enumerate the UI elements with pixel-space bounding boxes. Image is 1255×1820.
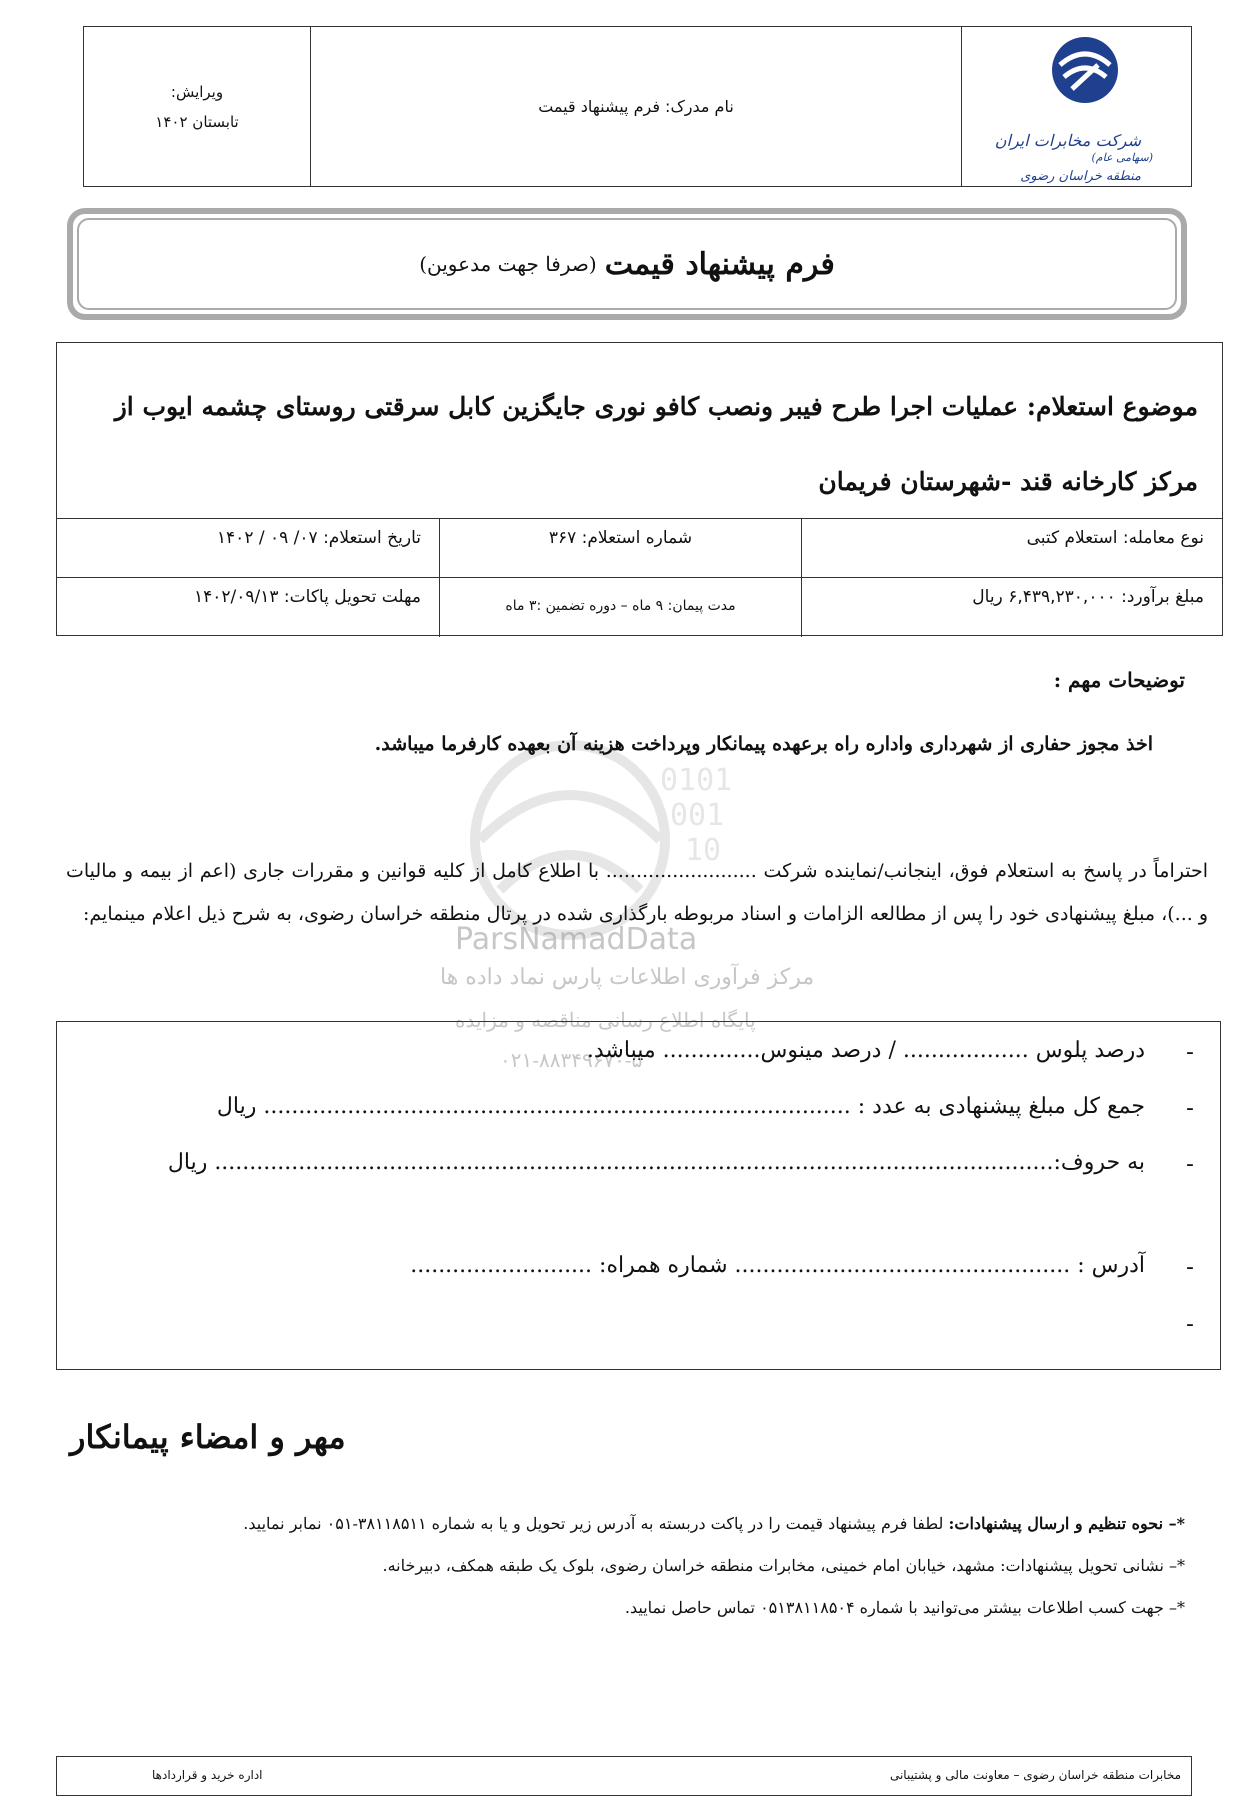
svg-text:10: 10 bbox=[685, 833, 722, 868]
footnote-1 bbox=[243, 1514, 1185, 1533]
logo-cell bbox=[961, 27, 1191, 186]
footnote-2: *– نشانی تحویل پیشنهادات: مشهد، خیابان امام خمینی، مخابرات منطقه خراسان رضوی، بلوک یک طبقه همکف، دبیرخانه. bbox=[382, 1556, 1185, 1575]
form-title-frame bbox=[67, 208, 1187, 320]
inquiry-number: شماره استعلام: ۳۶۷ bbox=[439, 519, 801, 577]
doc-name: نام مدرک: فرم پیشنهاد قیمت bbox=[310, 27, 961, 186]
watermark-brand: ParsNamadData bbox=[455, 922, 698, 957]
watermark-line3: ۰۲۱-۸۸۳۴۹۶۷۰-۵ bbox=[500, 1048, 643, 1072]
footnote-1-heading: *– نحوه تنظیم و ارسال پیشنهادات: bbox=[948, 1514, 1185, 1533]
intro-paragraph: احتراماً در پاسخ به استعلام فوق، اینجانب/نماینده شرکت ......................... با اطلاع کامل از کلیه قوانین و مقررات جاری (اعم از بیمه و مالیات و ...)، مبلغ پیشنهادی خود را پس از مطالعه الزامات و اسناد مربوطه بارگذاری شده در پرتال منطقه خراسان رضوی، به شرح ذیل اعلام مینمایم: bbox=[66, 860, 1208, 925]
svg-text:0101: 0101 bbox=[660, 763, 733, 798]
bid-address: آدرس : ................................................ شماره همراه: .......................... bbox=[410, 1253, 1145, 1278]
bid-total-words: به حروف:........................................................................................................................ ریال bbox=[167, 1150, 1145, 1175]
bullet-dash: - bbox=[1186, 1152, 1194, 1177]
bullet-dash: - bbox=[1186, 1040, 1194, 1065]
form-title: فرم پیشنهاد قیمت bbox=[604, 246, 835, 282]
version-cell bbox=[84, 27, 310, 186]
watermark-line1: مرکز فرآوری اطلاعات پارس نماد داده ها bbox=[440, 965, 815, 990]
bullet-dash: - bbox=[1186, 1096, 1194, 1121]
tci-logo-icon bbox=[1050, 35, 1120, 105]
svg-text:001: 001 bbox=[670, 798, 725, 833]
table-row bbox=[57, 578, 1222, 637]
inquiry-date: تاریخ استعلام: ۰۷/ ۰۹ / ۱۴۰۲ bbox=[216, 528, 421, 548]
bid-total-digits: جمع کل مبلغ پیشنهادی به عدد : .................................................................................... ریال bbox=[216, 1094, 1145, 1119]
inquiry-table bbox=[56, 342, 1223, 636]
bullet-dash: - bbox=[1186, 1255, 1194, 1280]
watermark-line2: پایگاه اطلاع رسانی مناقصه و مزایده bbox=[455, 1008, 756, 1032]
contract-period: مدت پیمان: ۹ ماه – دوره تضمین :۳ ماه bbox=[439, 578, 801, 637]
document-header bbox=[83, 26, 1192, 187]
notes-heading: توضیحات مهم : bbox=[1053, 668, 1185, 692]
footnote-1-text: لطفا فرم پیشنهاد قیمت را در پاکت دربسته به آدرس زیر تحویل و یا به شماره ۳۸۱۱۸۵۱۱-۰۵۱ نمابر نمایید. bbox=[243, 1514, 949, 1533]
version-label: ویرایش: bbox=[170, 82, 224, 101]
footer-office: اداره خرید و قراردادها bbox=[152, 1768, 263, 1782]
form-subtitle: (صرفا جهت مدعوین) bbox=[419, 252, 597, 276]
deal-type: نوع معامله: استعلام کتبی bbox=[801, 519, 1222, 577]
delivery-deadline: مهلت تحویل پاکات: ۱۴۰۲/۰۹/۱۳ bbox=[194, 587, 421, 607]
bid-box bbox=[56, 1021, 1221, 1370]
bullet-dash: - bbox=[1186, 1312, 1194, 1337]
version-value: تابستان ۱۴۰۲ bbox=[155, 112, 239, 131]
inquiry-subject: موضوع استعلام: عملیات اجرا طرح فیبر ونصب کافو نوری جایگزین کابل سرقتی روستای چشمه ایوب از مرکز کارخانه قند -شهرستان فریمان bbox=[57, 343, 1222, 519]
contractor-signature-label: مهر و امضاء پیمانکار bbox=[70, 1418, 346, 1456]
page-footer bbox=[56, 1756, 1192, 1796]
table-row bbox=[57, 519, 1222, 578]
footnote-3: *– جهت کسب اطلاعات بیشتر می‌توانید با شماره ۰۵۱۳۸۱۱۸۵۰۴ تماس حاصل نمایید. bbox=[624, 1598, 1185, 1617]
logo-region: منطقه خراسان رضوی bbox=[1020, 169, 1141, 184]
bid-percent: درصد پلوس .................. / درصد مینوس.............. میباشد. bbox=[586, 1038, 1145, 1063]
logo-company-name: شرکت مخابرات ایران bbox=[994, 131, 1141, 150]
estimate-amount: مبلغ برآورد: ۶,۴۳۹,۲۳۰,۰۰۰ ریال bbox=[801, 578, 1222, 637]
notes-body: اخذ مجوز حفاری از شهرداری واداره راه برعهده پیمانکار وپرداخت هزینه آن بعهده کارفرما میباشد. bbox=[374, 733, 1153, 755]
footer-department: مخابرات منطقه خراسان رضوی – معاونت مالی و پشتیبانی bbox=[889, 1768, 1181, 1782]
logo-company-type: (سهامی عام) bbox=[1091, 151, 1153, 164]
